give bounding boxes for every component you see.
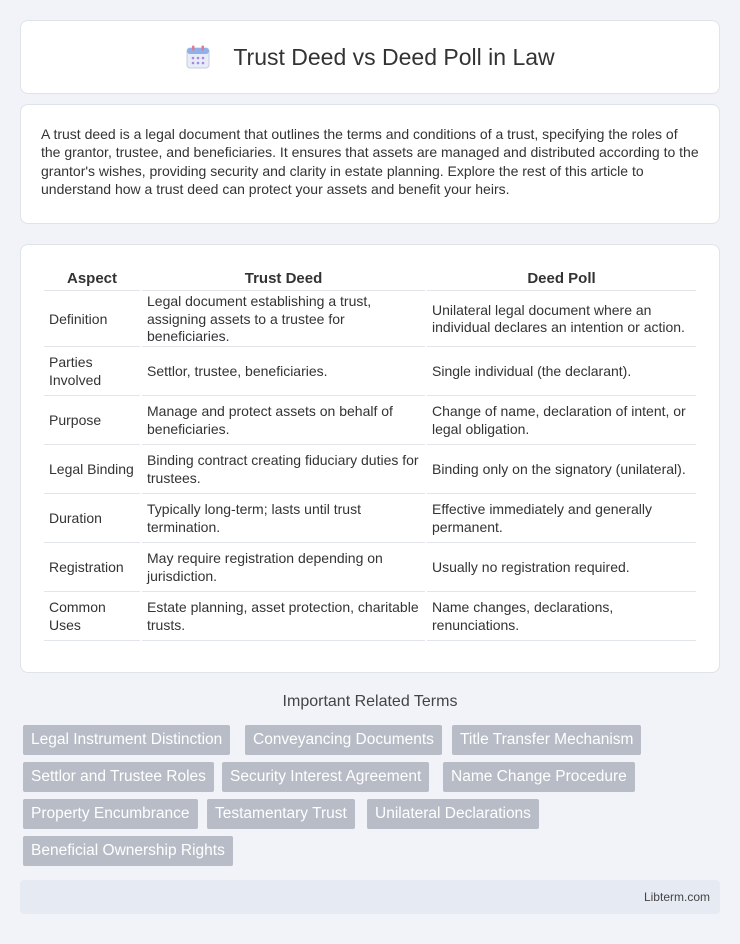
table-row: [44, 293, 696, 347]
trust-deed-cell: Legal document establishing a trust, assigning assets to a trustee for beneficiaries.: [142, 293, 425, 347]
trust-deed-cell: Manage and protect assets on behalf of beneficiaries.: [142, 398, 425, 445]
comparison-table: [42, 265, 698, 643]
table-row: [44, 349, 696, 396]
aspect-cell: Registration: [44, 545, 140, 592]
deed-poll-cell: Unilateral legal document where an individual declares an intention or action.: [427, 293, 696, 347]
header-trust-deed: Trust Deed: [142, 267, 425, 291]
header-deed-poll: Deed Poll: [427, 267, 696, 291]
related-term-tag[interactable]: Title Transfer Mechanism: [452, 725, 641, 755]
related-term-tag[interactable]: Beneficial Ownership Rights: [23, 836, 233, 866]
deed-poll-cell: Binding only on the signatory (unilateral).: [427, 447, 696, 494]
table-row: [44, 398, 696, 445]
trust-deed-cell: Estate planning, asset protection, charitable trusts.: [142, 594, 425, 641]
related-terms-title: Important Related Terms: [282, 693, 458, 710]
deed-poll-cell: Usually no registration required.: [427, 545, 696, 592]
related-term-tag[interactable]: Testamentary Trust: [207, 799, 355, 829]
deed-poll-cell: Name changes, declarations, renunciations.: [427, 594, 696, 641]
trust-deed-cell: Settlor, trustee, beneficiaries.: [142, 349, 425, 396]
related-term-tag[interactable]: Conveyancing Documents: [245, 725, 442, 755]
page-title: Trust Deed vs Deed Poll in Law: [233, 43, 555, 70]
trust-deed-cell: Typically long-term; lasts until trust termination.: [142, 496, 425, 543]
related-term-tag[interactable]: Settlor and Trustee Roles: [23, 762, 214, 792]
table-row: [44, 594, 696, 641]
aspect-cell: Common Uses: [44, 594, 140, 641]
header-aspect: Aspect: [44, 267, 140, 291]
related-term-tag[interactable]: Unilateral Declarations: [367, 799, 539, 829]
trust-deed-cell: May require registration depending on jurisdiction.: [142, 545, 425, 592]
intro-card: [20, 104, 720, 224]
trust-deed-cell: Binding contract creating fiduciary duties for trustees.: [142, 447, 425, 494]
title-card: [20, 20, 720, 94]
related-term-tag[interactable]: Legal Instrument Distinction: [23, 725, 230, 755]
related-term-tag[interactable]: Security Interest Agreement: [222, 762, 429, 792]
table-row: [44, 545, 696, 592]
aspect-cell: Legal Binding: [44, 447, 140, 494]
intro-text: A trust deed is a legal document that outlines the terms and conditions of a trust, specifying the roles of the grantor, trustee, and beneficiaries. It ensures that assets are managed and distributed according to the grantor's wishes, providing security and clarity in estate planning. Explore the rest of this article to understand how a trust deed can protect your assets and benefit your heirs.: [41, 126, 699, 198]
related-term-tag[interactable]: Name Change Procedure: [443, 762, 635, 792]
table-row: [44, 496, 696, 543]
aspect-cell: Duration: [44, 496, 140, 543]
deed-poll-cell: Single individual (the declarant).: [427, 349, 696, 396]
aspect-cell: Definition: [44, 293, 140, 347]
aspect-cell: Parties Involved: [44, 349, 140, 396]
table-row: [44, 447, 696, 494]
comparison-card: [20, 244, 720, 673]
calendar-icon: [185, 44, 211, 70]
deed-poll-cell: Effective immediately and generally permanent.: [427, 496, 696, 543]
aspect-cell: Purpose: [44, 398, 140, 445]
footer: [20, 880, 720, 914]
deed-poll-cell: Change of name, declaration of intent, or legal obligation.: [427, 398, 696, 445]
footer-site-link[interactable]: Libterm.com: [643, 890, 710, 904]
related-term-tag[interactable]: Property Encumbrance: [23, 799, 198, 829]
